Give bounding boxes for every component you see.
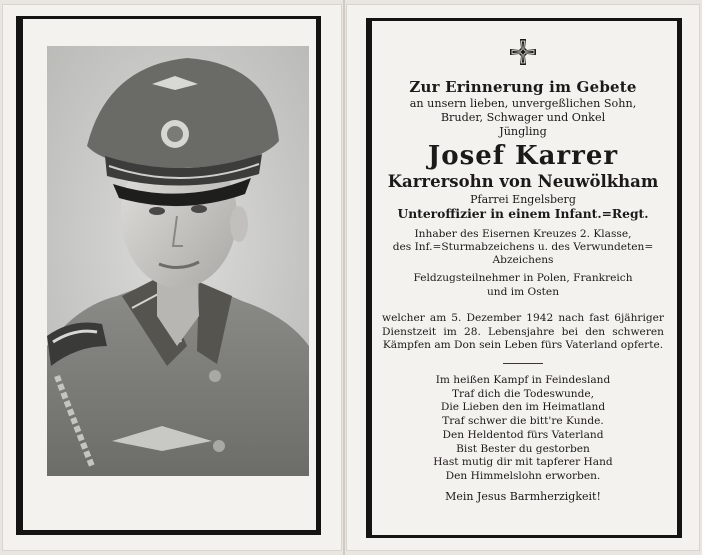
deceased-name: Josef Karrer <box>427 140 619 171</box>
rank-line: Unteroffizier in einem Infant.=Regt. <box>397 206 649 222</box>
campaigns-line-1: Feldzugsteilnehmer in Polen, Frankreich <box>413 272 633 285</box>
poem-line: Hast mutig dir mit tapferer Hand <box>433 456 613 469</box>
poem-line: Traf dich die Todeswunde, <box>451 387 595 400</box>
poem <box>372 374 674 484</box>
soldier-portrait-image <box>47 46 309 476</box>
honors-line-1: Inhaber des Eisernen Kreuzes 2. Klasse, <box>414 227 632 240</box>
poem-line: Den Heldentod fürs Vaterland <box>442 428 604 441</box>
death-text: welcher am 5. Dezember 1942 nach fast 6jähriger Dienstzeit im 28. Lebensjahre bei den schweren Kämpfen am Don sein Leben fürs Vaterland opferte. <box>382 312 664 351</box>
honors-line-3: Abzeichens <box>492 254 554 267</box>
poem-line: Bist Bester du gestorben <box>456 442 590 455</box>
card-fold <box>343 0 345 555</box>
intro-line-2: Bruder, Schwager und Onkel <box>440 110 606 124</box>
poem-line: Traf schwer die bitt're Kunde. <box>442 415 604 428</box>
poem-line: Die Lieben den im Heimatland <box>440 401 606 414</box>
memorial-text <box>372 38 674 528</box>
divider <box>503 363 543 364</box>
honors-line-2: des Inf.=Sturmabzeichens u. des Verwundeten= <box>392 240 654 253</box>
closing-prayer: Mein Jesus Barmherzigkeit! <box>445 489 601 503</box>
poem-line: Im heißen Kampf in Feindesland <box>435 373 611 386</box>
parish-line: Pfarrei Engelsberg <box>470 192 576 206</box>
poem-line: Den Himmelslohn erworben. <box>445 470 601 483</box>
origin-line: Karrersohn von Neuwölkham <box>387 171 659 191</box>
portrait-photo <box>47 46 309 476</box>
intro-line-3: Jüngling <box>499 124 547 138</box>
intro-line-1: an unsern lieben, unvergeßlichen Sohn, <box>409 96 637 110</box>
memorial-heading: Zur Erinnerung im Gebete <box>409 78 637 96</box>
campaigns-line-2: und im Osten <box>486 285 560 298</box>
iron-cross-icon <box>372 38 674 68</box>
